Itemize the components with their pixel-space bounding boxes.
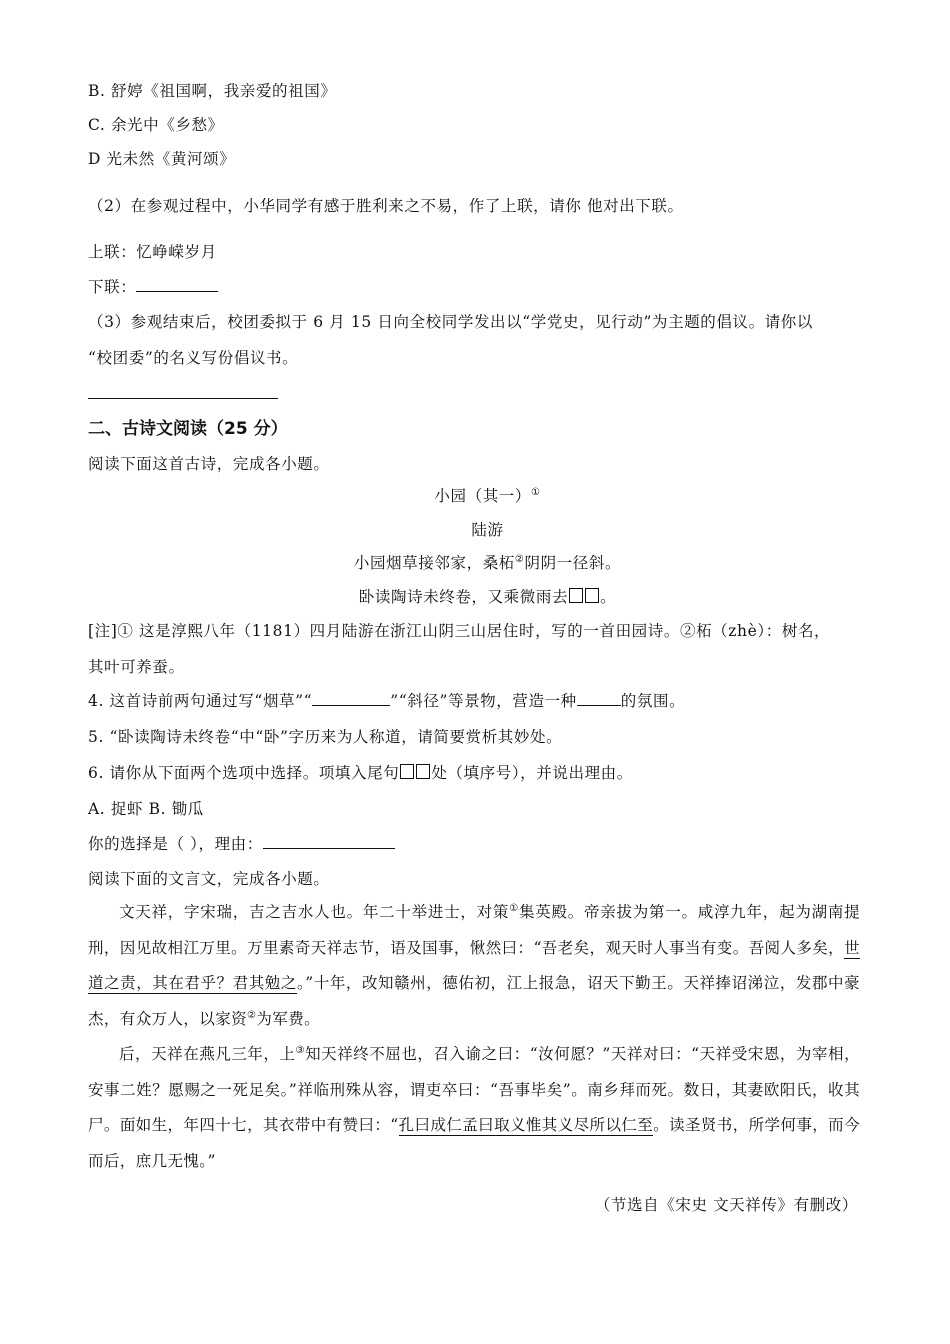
- poem-line-1-part-a: 小园烟草接邻家，桑柘: [353, 554, 515, 572]
- q6-box-1: [400, 764, 414, 779]
- p1-note-mark-1: ①: [509, 902, 519, 914]
- q2-upper-couplet: 上联：忆峥嵘岁月: [88, 243, 217, 261]
- q6-box-2: [416, 764, 430, 779]
- q3-answer-blank-line[interactable]: [88, 383, 278, 404]
- question-4: [88, 690, 685, 711]
- poem-note-line2: 其叶可养蚕。: [88, 658, 185, 676]
- q2-answer-blank[interactable]: [136, 276, 218, 292]
- poem-line-1-note-mark: ②: [514, 553, 525, 565]
- p1-text-d: 为军费。: [256, 1009, 320, 1028]
- poem-line-1: [0, 553, 950, 573]
- q2-prompt: （2）在参观过程中，小华同学有感于胜利来之不易，作了上联，请你 他对出下联。: [88, 197, 684, 215]
- classical-paragraph-1: [88, 895, 860, 1037]
- q6-options: A. 捉虾 B. 锄瓜: [88, 800, 204, 818]
- section-2-intro: 阅读下面这首古诗，完成各小题。: [88, 455, 330, 473]
- poem-title-note-mark: ①: [531, 486, 541, 498]
- poem-note-line1: [注]① 这是淳熙八年（1181）四月陆游在浙江山阴三山居住时，写的一首田园诗。②柘（zhè）：树名，: [88, 622, 831, 640]
- poem-line-2: 卧读陶诗未终卷，又乘微雨去 。: [358, 588, 617, 606]
- q4-part-a: 4. 这首诗前两句通过写“烟草”“: [88, 692, 313, 710]
- q3-prompt-line2: “校团委”的名义写份倡议书。: [88, 349, 299, 367]
- p2-text-b: 知天祥终不屈也，召入谕之曰：“汝何愿？”天祥对曰：“天祥受宋恩，为宰相，安事二姓？愿赐之一死足矣。”祥临刑殊从容，谓吏卒曰：“吾事毕矣”。南乡拜而死。数日，其妻欧阳氏，收其尸。面如生，年四十七，其衣带中有赞曰：“: [88, 1045, 860, 1134]
- q4-blank-2[interactable]: [577, 690, 621, 706]
- q2-lower-couplet: [88, 276, 218, 297]
- p2-underlined-sentence: 孔曰成仁孟曰取义惟其义尽所以仁至: [398, 1116, 654, 1134]
- poem-title: [0, 486, 950, 506]
- q6-answer: [88, 833, 395, 854]
- p2-text-c: 。读圣贤书，所学何事，而今而后，庶几无愧。”: [88, 1116, 860, 1170]
- question-5: 5. “卧读陶诗未终卷“中“卧”字历来为人称道，请简要赏析其妙处。: [88, 728, 563, 746]
- classical-paragraph-2: [88, 1037, 860, 1179]
- poem-author: 陆游: [471, 521, 504, 539]
- p1-text-a: 文天祥，字宋瑞，吉之吉水人也。年二十举进士，对策: [119, 903, 510, 921]
- q1-option-b: B. 舒婷《祖国啊，我亲爱的祖国》: [88, 82, 337, 100]
- q1-option-c: C. 余光中《乡愁》: [88, 116, 224, 134]
- poem-title-text: 小园（其一）: [434, 487, 532, 505]
- q3-prompt-line1: （3）参观结束后，校团委拟于 6 月 15 日向全校同学发出以“学党史，见行动”为主题的倡议。请你以: [88, 313, 814, 331]
- q4-part-b: ”“斜径”等景物，营造一种: [390, 692, 577, 710]
- section-2-heading: 二、古诗文阅读（25 分）: [88, 419, 288, 439]
- poem-line-1-part-b: 阴阴一径斜。: [524, 554, 622, 572]
- classical-passage: [88, 895, 860, 1179]
- q6-part-b: 处（填序号），并说出理由。: [431, 764, 633, 782]
- classical-intro: 阅读下面的文言文，完成各小题。: [88, 870, 330, 888]
- p1-note-mark-2: ②: [247, 1009, 257, 1021]
- p1-text-b: 集英殿。帝亲拔为第一。咸淳九年，起为湖南提刑，因见故相江万里。万里素奇天祥志节，语及国事，愀然曰：“吾老矣，观天时人事当有变。吾阅人多矣，: [88, 903, 860, 957]
- q6-part-a: 6. 请你从下面两个选项中选择。项填入尾句: [88, 764, 400, 782]
- poem-line-2-text: 卧读陶诗未终卷，又乘微雨去: [358, 588, 569, 606]
- question-6: [88, 763, 633, 783]
- q4-blank-1[interactable]: [312, 690, 390, 706]
- p2-note-mark-3: ③: [295, 1044, 306, 1056]
- p2-text-a: 后，天祥在燕凡三年，上: [119, 1045, 296, 1063]
- q2-lower-label: 下联：: [88, 278, 137, 296]
- poem-blank-box-2: [585, 588, 599, 603]
- p1-text-c: 。”十年，改知赣州，德佑初，江上报急，诏天下勤王。天祥捧诏涕泣，发郡中豪杰，有众万人，以家资: [88, 974, 861, 1028]
- p1-underlined-sentence: 世道之责，其在君乎？君其勉之: [88, 938, 860, 992]
- q4-part-c: 的氛围。: [620, 692, 686, 710]
- q6-answer-label: 你的选择是（ ），理由：: [88, 835, 263, 853]
- q1-option-d: D 光未然《黄河颂》: [88, 150, 236, 168]
- q6-reason-blank[interactable]: [263, 833, 395, 849]
- poem-blank-box-1: [569, 588, 583, 603]
- passage-source: （节选自《宋史 文天祥传》有删改）: [594, 1196, 858, 1214]
